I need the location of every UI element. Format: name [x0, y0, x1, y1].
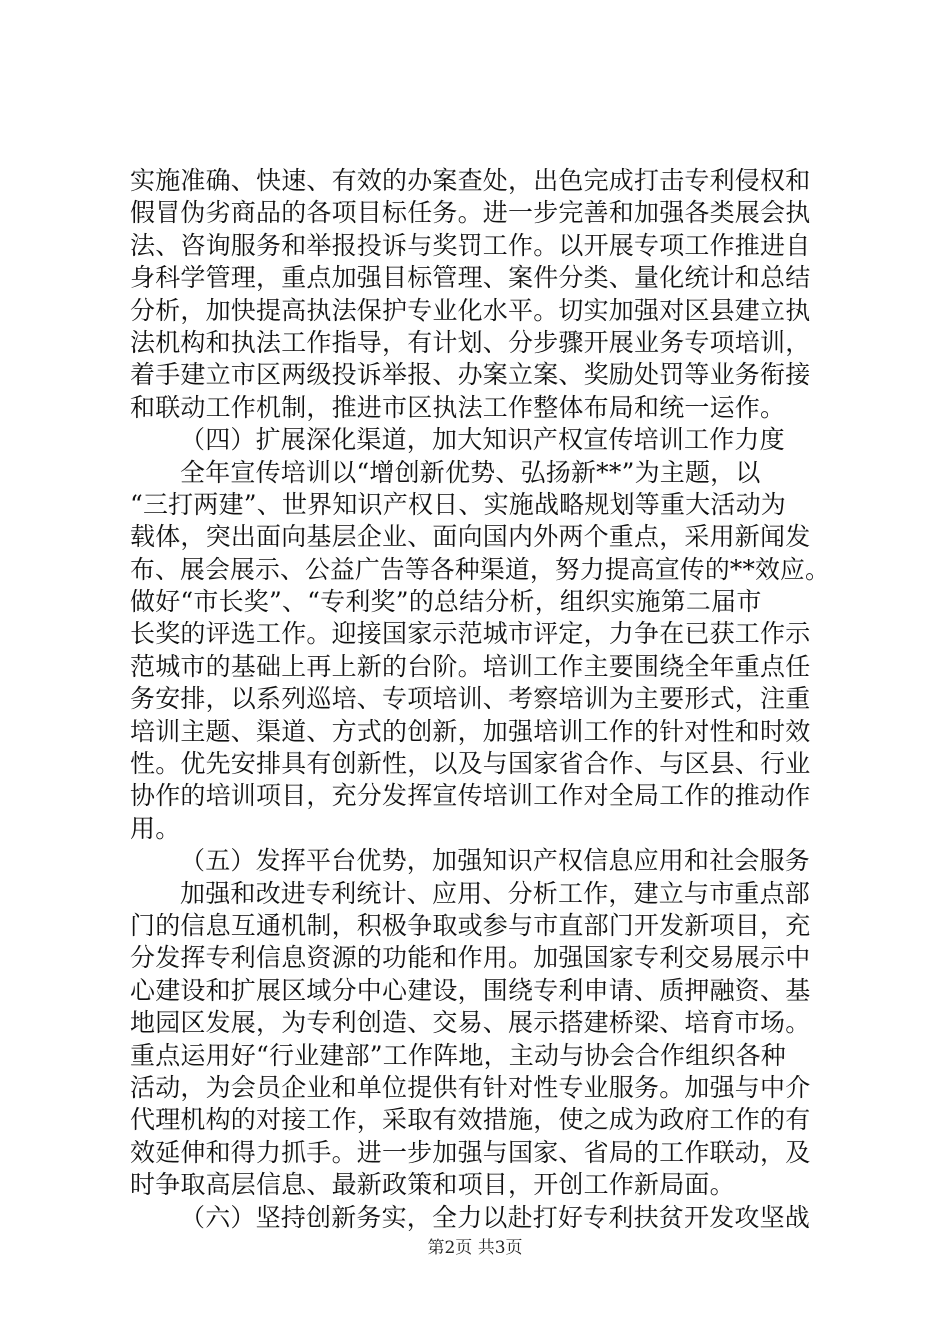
text-line: 培训主题、渠道、方式的创新，加强培训工作的针对性和时效 — [130, 716, 811, 746]
page-footer: 第2页 共3页 — [427, 1238, 523, 1258]
text-line: 实施准确、快速、有效的办案查处，出色完成打击专利侵权和 — [130, 166, 811, 195]
text-line: 假冒伪劣商品的各项目标任务。进一步完善和加强各类展会执 — [130, 198, 811, 228]
section-heading: （六）坚持创新务实，全力以赴打好专利扶贫开发攻坚战 — [180, 1202, 811, 1232]
text-line: 加强和改进专利统计、应用、分析工作，建立与市重点部 — [180, 878, 811, 908]
text-line: 分析，加快提高执法保护专业化水平。切实加强对区县建立执 — [130, 295, 811, 325]
text-line: 身科学管理，重点加强目标管理、案件分类、量化统计和总结 — [130, 263, 811, 293]
text-line: 做好“市长奖”、“专利奖”的总结分析，组织实施第二届市 — [130, 587, 762, 617]
document-body — [130, 165, 830, 1234]
text-line: 和联动工作机制，推进市区执法工作整体布局和统一运作。 — [130, 392, 786, 422]
text-line: 务安排，以系列巡培、专项培训、考察培训为主要形式，注重 — [130, 684, 811, 714]
section-heading: （五）发挥平台优势，加强知识产权信息应用和社会服务 — [180, 846, 811, 876]
text-line: 全年宣传培训以“增创新优势、弘扬新**”为主题，以 — [180, 457, 761, 487]
text-line: 心建设和扩展区域分中心建设，围绕专利申请、质押融资、基 — [130, 975, 811, 1005]
text-line: 门的信息互通机制，积极争取或参与市直部门开发新项目，充 — [130, 910, 811, 940]
text-line: 用。 — [130, 813, 181, 843]
text-line: 活动，为会员企业和单位提供有针对性专业服务。加强与中介 — [130, 1072, 811, 1102]
text-line: 范城市的基础上再上新的台阶。培训工作主要围绕全年重点任 — [130, 651, 811, 681]
text-line: 代理机构的对接工作，采取有效措施，使之成为政府工作的有 — [130, 1105, 811, 1135]
text-line: 重点运用好“行业建部”工作阵地，主动与协会合作组织各种 — [130, 1040, 786, 1070]
text-line: 布、展会展示、公益广告等各种渠道，努力提高宣传的**效应。 — [130, 554, 831, 584]
text-line: 载体，突出面向基层企业、面向国内外两个重点，采用新闻发 — [130, 522, 811, 552]
text-line: 时争取高层信息、最新政策和项目，开创工作新局面。 — [130, 1170, 735, 1200]
text-line: 分发挥专利信息资源的功能和作用。加强国家专利交易展示中 — [130, 943, 811, 973]
text-line: 效延伸和得力抓手。进一步加强与国家、省局的工作联动，及 — [130, 1137, 811, 1167]
text-line: 着手建立市区两级投诉举报、办案立案、奖励处罚等业务衔接 — [130, 360, 811, 390]
text-line: 法、咨询服务和举报投诉与奖罚工作。以开展专项工作推进自 — [130, 230, 811, 260]
text-line: 长奖的评选工作。迎接国家示范城市评定，力争在已获工作示 — [130, 619, 811, 649]
text-line: 地园区发展，为专利创造、交易、展示搭建桥梁、培育市场。 — [130, 1008, 811, 1038]
text-line: 协作的培训项目，充分发挥宣传培训工作对全局工作的推动作 — [130, 781, 811, 811]
text-line: “三打两建”、世界知识产权日、实施战略规划等重大活动为 — [130, 489, 786, 519]
text-line: 法机构和执法工作指导，有计划、分步骤开展业务专项培训， — [130, 327, 811, 357]
text-line: 性。优先安排具有创新性，以及与国家省合作、与区县、行业 — [130, 749, 811, 779]
section-heading: （四）扩展深化渠道，加大知识产权宣传培训工作力度 — [180, 425, 785, 455]
